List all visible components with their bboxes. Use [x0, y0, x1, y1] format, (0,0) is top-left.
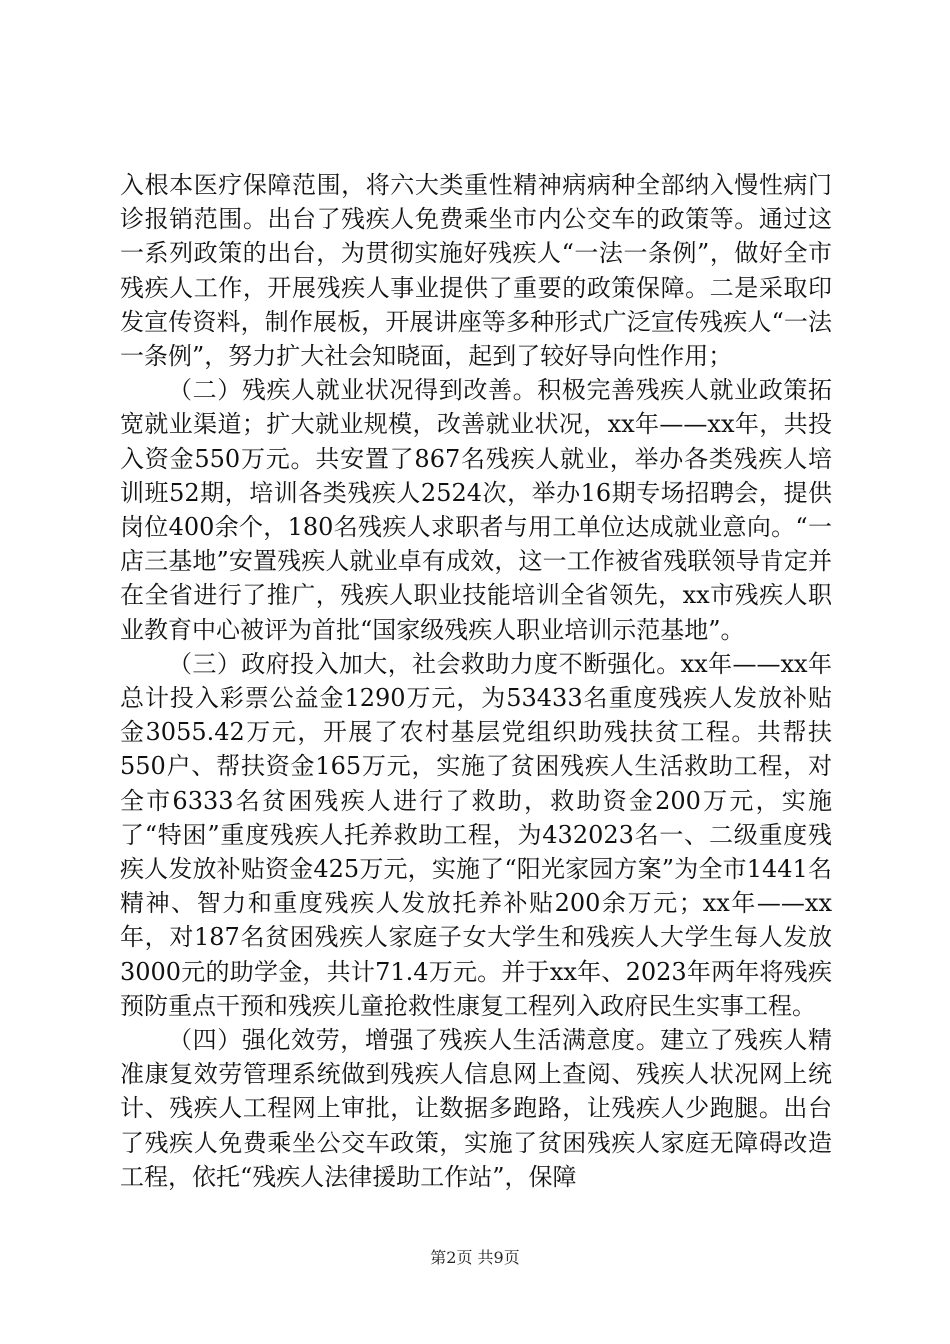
paragraph-government-investment: （三）政府投入加大，社会救助力度不断强化。xx年——xx年总计投入彩票公益金1290万元，为53433名重度残疾人发放补贴金3055.42万元，开展了农村基层党组织助残扶贫工程。共帮扶550户、帮扶资金165万元，实施了贫困残疾人生活救助工程，对全市6333名贫困残疾人进行了救助，救助资金200万元，实施了“特困”重度残疾人托养救助工程，为432023名一、二级重度残疾人发放补贴资金425万元，实施了“阳光家园方案”为全市1441名精神、智力和重度残疾人发放托养补贴200余万元；xx年——xx年，对187名贫困残疾人家庭子女大学生和残疾人大学生每人发放3000元的助学金，共计71.4万元。并于xx年、2023年两年将残疾预防重点干预和残疾儿童抢救性康复工程列入政府民生实事工程。	[120, 649, 832, 1020]
paragraph-services: （四）强化效劳，增强了残疾人生活满意度。建立了残疾人精准康复效劳管理系统做到残疾人信息网上查阅、残疾人状况网上统计、残疾人工程网上审批，让数据多跑路，让残疾人少跑腿。出台了残疾人免费乘坐公交车政策，实施了贫困残疾人家庭无障碍改造工程，依托“残疾人法律援助工作站”，保障	[120, 1026, 832, 1191]
paragraph-employment: （二）残疾人就业状况得到改善。积极完善残疾人就业政策拓宽就业渠道；扩大就业规模，改善就业状况，xx年——xx年，共投入资金550万元。共安置了867名残疾人就业，举办各类残疾人培训班52期，培训各类残疾人2524次，举办16期专场招聘会，提供岗位400余个，180名残疾人求职者与用工单位达成就业意向。“一店三基地”安置残疾人就业卓有成效，这一工作被省残联领导肯定并在全省进行了推广，残疾人职业技能培训全省领先，xx市残疾人职业教育中心被评为首批“国家级残疾人职业培训示范基地”。	[120, 376, 832, 644]
paragraph-continuation: 入根本医疗保障范围，将六大类重性精神病病种全部纳入慢性病门诊报销范围。出台了残疾人免费乘坐市内公交车的政策等。通过这一系列政策的出台，为贯彻实施好残疾人“一法一条例”，做好全市残疾人工作，开展残疾人事业提供了重要的政策保障。二是采取印发宣传资料，制作展板，开展讲座等多种形式广泛宣传残疾人“一法一条例”，努力扩大社会知晓面，起到了较好导向性作用；	[120, 171, 832, 371]
page-number-footer: 第2页 共9页	[430, 1248, 520, 1267]
document-body	[120, 168, 832, 1194]
